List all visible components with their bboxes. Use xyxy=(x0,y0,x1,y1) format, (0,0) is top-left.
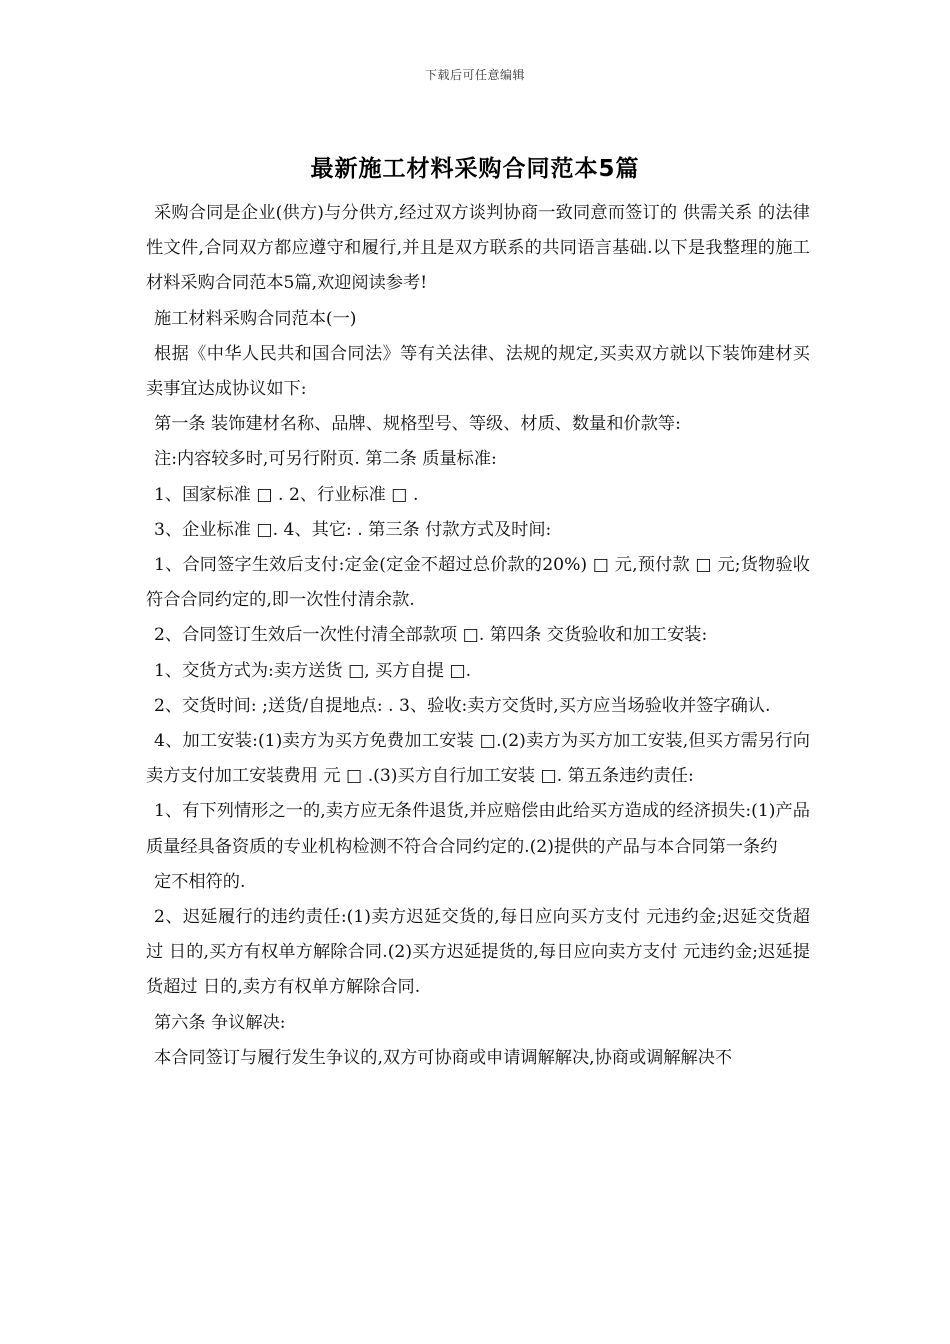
paragraph-article-6: 第六条 争议解决: xyxy=(154,1012,286,1033)
paragraph-note-article-2: 注:内容较多时,可另行附页. 第二条 质量标准: xyxy=(154,449,497,470)
paragraph-return-clause: 1、有下列情形之一的,卖方应无条件退货,并应赔偿由此给买方造成的经济损失:(1)产品质量经具备资质的专业机构检测不符合合同约定的.(2)提供的产品与本合同第一条约 xyxy=(146,801,810,857)
paragraph-dispute: 本合同签订与履行发生争议的,双方可协商或申请调解解决,协商或调解解决不 xyxy=(154,1047,733,1068)
paragraph-standards-2: 3、企业标准 □. 4、其它: . 第三条 付款方式及时间: xyxy=(154,519,552,540)
paragraph-payment-1: 1、合同签字生效后支付:定金(定金不超过总价款的20%) □ 元,预付款 □ 元;货物验收符合合同约定的,即一次性付清余款. xyxy=(146,555,810,611)
paragraph-delay-liability: 2、迟延履行的违约责任:(1)卖方迟延交货的,每日应向买方支付 元违约金;迟延交货超过 日的,买方有权单方解除合同.(2)买方迟延提货的,每日应向卖方支付 元违约金;迟延提货超过 日的,卖方有权单方解除合同. xyxy=(146,907,810,998)
document-title: 最新施工材料采购合同范本5篇 xyxy=(310,156,640,182)
paragraph-delivery-time: 2、交货时间: ;送货/自提地点: . 3、验收:卖方交货时,买方应当场验收并签字确认. xyxy=(154,695,771,716)
header-note: 下载后可任意编辑 xyxy=(424,68,525,82)
paragraph-return-clause-cont: 定不相符的. xyxy=(154,871,246,892)
paragraph-payment-2: 2、合同签订生效后一次性付清全部款项 □. 第四条 交货验收和加工安装: xyxy=(154,625,708,646)
paragraph-intro: 采购合同是企业(供方)与分供方,经过双方谈判协商一致同意而签订的 供需关系 的法律性文件,合同双方都应遵守和履行,并且是双方联系的共同语言基础.以下是我整理的施工材料采购合同范本5篇,欢迎阅读参考! xyxy=(146,203,810,294)
document-body xyxy=(146,196,810,1076)
paragraph-installation: 4、加工安装:(1)卖方为买方免费加工安装 □.(2)卖方为买方加工安装,但买方需另行向卖方支付加工安装费用 元 □ .(3)买方自行加工安装 □. 第五条违约责任: xyxy=(146,731,810,787)
paragraph-section-heading: 施工材料采购合同范本(一) xyxy=(154,308,357,329)
paragraph-preamble: 根据《中华人民共和国合同法》等有关法律、法规的规定,买卖双方就以下装饰建材买卖事宜达成协议如下: xyxy=(146,343,810,400)
paragraph-standards-1: 1、国家标准 □ . 2、行业标准 □ . xyxy=(154,484,419,505)
paragraph-article-1: 第一条 装饰建材名称、品牌、规格型号、等级、材质、数量和价款等: xyxy=(154,414,681,435)
paragraph-delivery-method: 1、交货方式为:卖方送货 □, 买方自提 □. xyxy=(154,660,472,681)
